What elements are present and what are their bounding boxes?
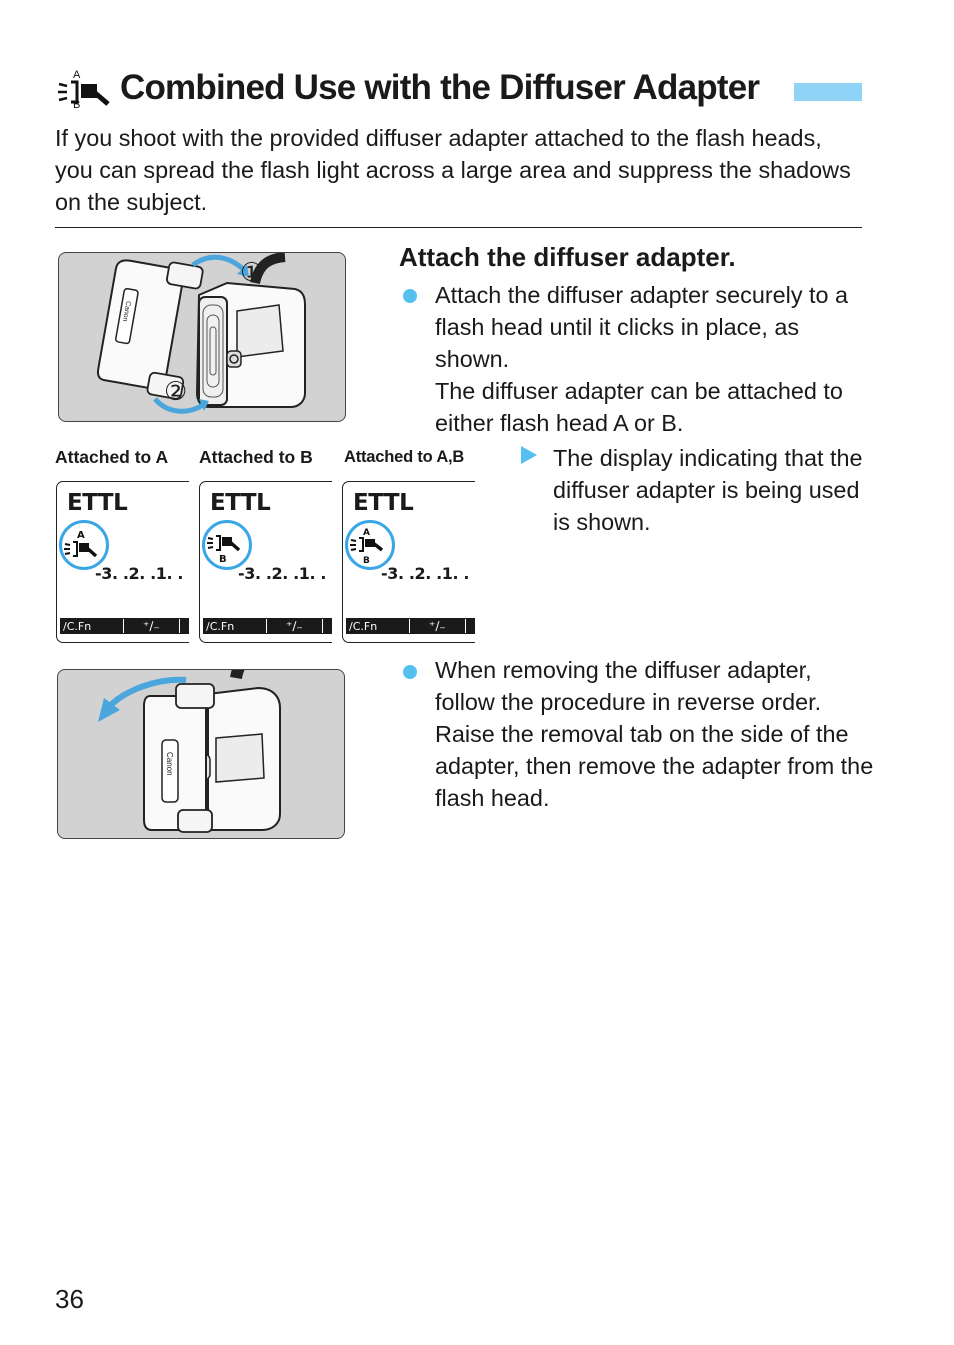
caption-attached-a: Attached to A (55, 447, 169, 467)
title-accent-bar (794, 83, 862, 101)
lcd-display-a (56, 481, 189, 643)
bullet-icon (403, 289, 417, 303)
fn-separator (465, 619, 466, 633)
diffuser-adapter-icon (56, 66, 112, 110)
lcd-display-ab (342, 481, 475, 643)
fn-label: /C.Fn (349, 620, 378, 633)
lcd-letter-a: A (363, 528, 370, 538)
caption-attached-b: Attached to B (199, 447, 313, 467)
step-heading: Attach the diffuser adapter. (399, 242, 736, 272)
brand-label: Canon (165, 752, 174, 776)
highlight-ring (202, 520, 252, 570)
lcd-mode: ETTL (67, 490, 128, 516)
result-text: The display indicating that the diffuser adapter is being used is shown. (553, 445, 863, 535)
fec-icon: ⁺∕₋ (143, 619, 160, 633)
fn-separator (266, 619, 267, 633)
fec-icon: ⁺∕₋ (429, 619, 446, 633)
fn-separator (322, 619, 323, 633)
lcd-letter-b: B (219, 554, 227, 564)
exposure-scale: -3. .2. .1. . (238, 564, 327, 583)
fn-separator (179, 619, 180, 633)
intro-paragraph: If you shoot with the provided diffuser adapter attached to the flash heads, you can spread the flash light across a large area and suppress the shadows on the subject. (55, 125, 851, 215)
remove-instruction: When removing the diffuser adapter, follow the procedure in reverse order. Raise the removal tab on the side of the adapter, then remove the adapter from the flash head. (435, 657, 874, 811)
highlight-ring (345, 520, 395, 570)
brand-label: Canon (120, 300, 132, 322)
icon-letter-b: B (73, 99, 81, 110)
exposure-scale: -3. .2. .1. . (95, 564, 184, 583)
icon-letter-a: A (73, 69, 81, 81)
page-number: 36 (55, 1284, 84, 1314)
callout-2: ② (164, 377, 188, 407)
fn-label: /C.Fn (63, 620, 92, 633)
attach-note: The diffuser adapter can be attached to either flash head A or B. (435, 378, 843, 436)
exposure-scale: -3. .2. .1. . (381, 564, 470, 583)
attach-illustration (58, 252, 346, 422)
lcd-letter-a: A (77, 530, 85, 541)
lcd-display-b (199, 481, 332, 643)
lcd-mode: ETTL (210, 490, 271, 516)
fec-icon: ⁺∕₋ (286, 619, 303, 633)
highlight-ring (59, 520, 109, 570)
attach-instruction: Attach the diffuser adapter securely to a flash head until it clicks in place, as shown. (435, 282, 849, 372)
fn-separator (123, 619, 124, 633)
page-title: Combined Use with the Diffuser Adapter (120, 68, 760, 107)
lcd-letter-b: B (363, 556, 370, 564)
result-arrow-icon (521, 446, 537, 464)
fn-separator (409, 619, 410, 633)
lcd-mode: ETTL (353, 490, 414, 516)
fn-label: /C.Fn (206, 620, 235, 633)
bullet-icon (403, 665, 417, 679)
callout-1: ① (240, 258, 264, 288)
remove-illustration (57, 669, 345, 839)
section-divider (55, 227, 862, 228)
caption-attached-ab: Attached to A,B (344, 448, 465, 466)
